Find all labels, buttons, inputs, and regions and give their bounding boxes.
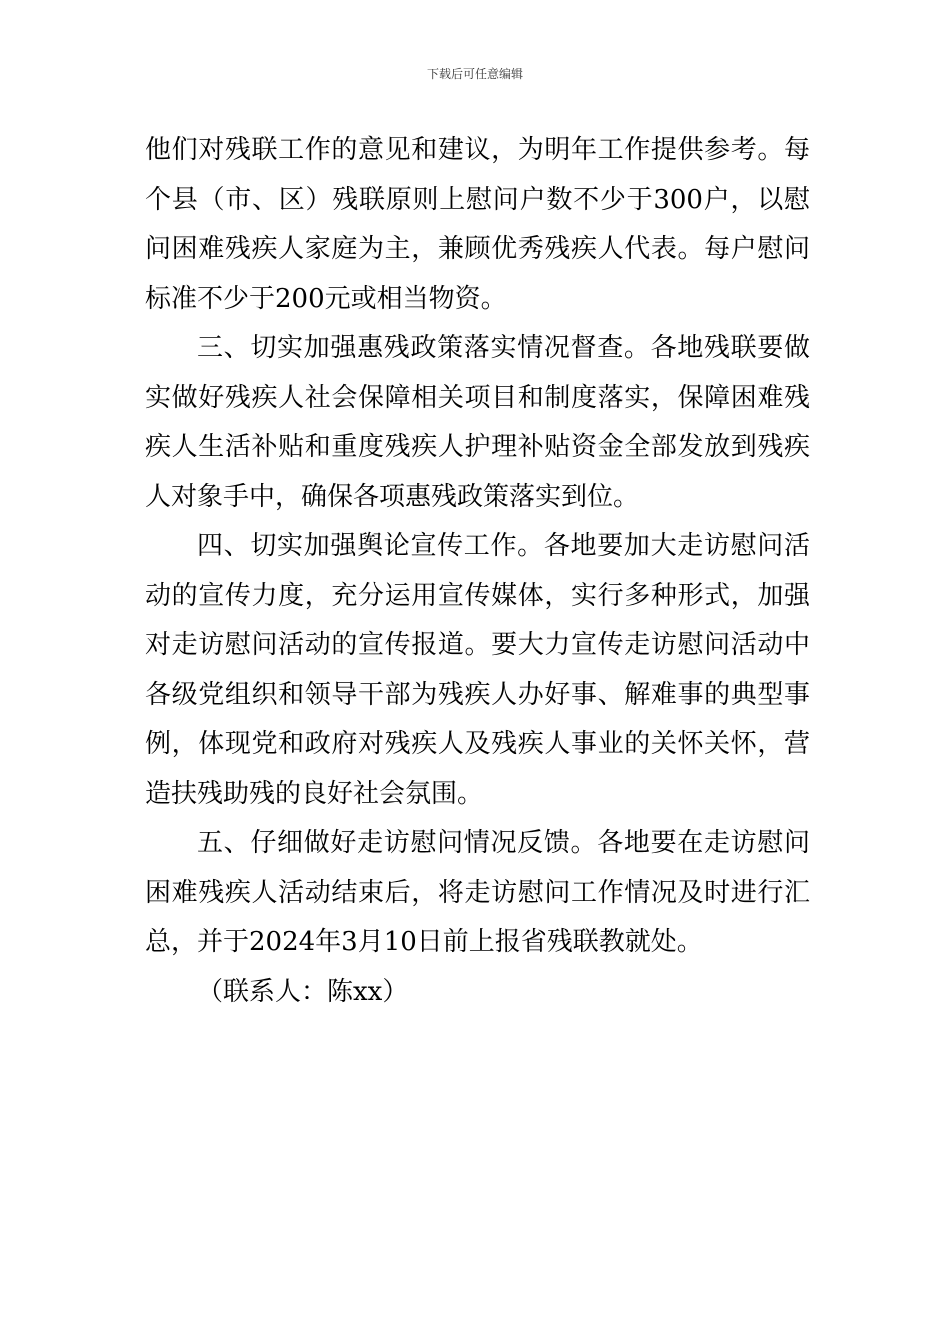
document-body bbox=[145, 126, 810, 1017]
contact-line: （联系人：陈xx） bbox=[197, 976, 409, 1007]
paragraph-section-5: 五、仔细做好走访慰问情况反馈。各地要在走访慰问困难残疾人活动结束后，将走访慰问工作情况及时进行汇总，并于2024年3月10日前上报省残联教就处。 bbox=[145, 828, 810, 957]
paragraph-continuation: 他们对残联工作的意见和建议，为明年工作提供参考。每个县（市、区）残联原则上慰问户数不少于300户，以慰问困难残疾人家庭为主，兼顾优秀残疾人代表。每户慰问标准不少于200元或相当物资。 bbox=[145, 135, 810, 314]
paragraph-section-3: 三、切实加强惠残政策落实情况督查。各地残联要做实做好残疾人社会保障相关项目和制度落实，保障困难残疾人生活补贴和重度残疾人护理补贴资金全部发放到残疾人对象手中，确保各项惠残政策落实到位。 bbox=[145, 333, 810, 512]
paragraph-section-4: 四、切实加强舆论宣传工作。各地要加大走访慰问活动的宣传力度，充分运用宣传媒体，实行多种形式，加强对走访慰问活动的宣传报道。要大力宣传走访慰问活动中各级党组织和领导干部为残疾人办好事、解难事的典型事例，体现党和政府对残疾人及残疾人事业的关怀关怀，营造扶残助残的良好社会氛围。 bbox=[145, 531, 810, 809]
header-note: 下载后可任意编辑 bbox=[426, 67, 523, 81]
